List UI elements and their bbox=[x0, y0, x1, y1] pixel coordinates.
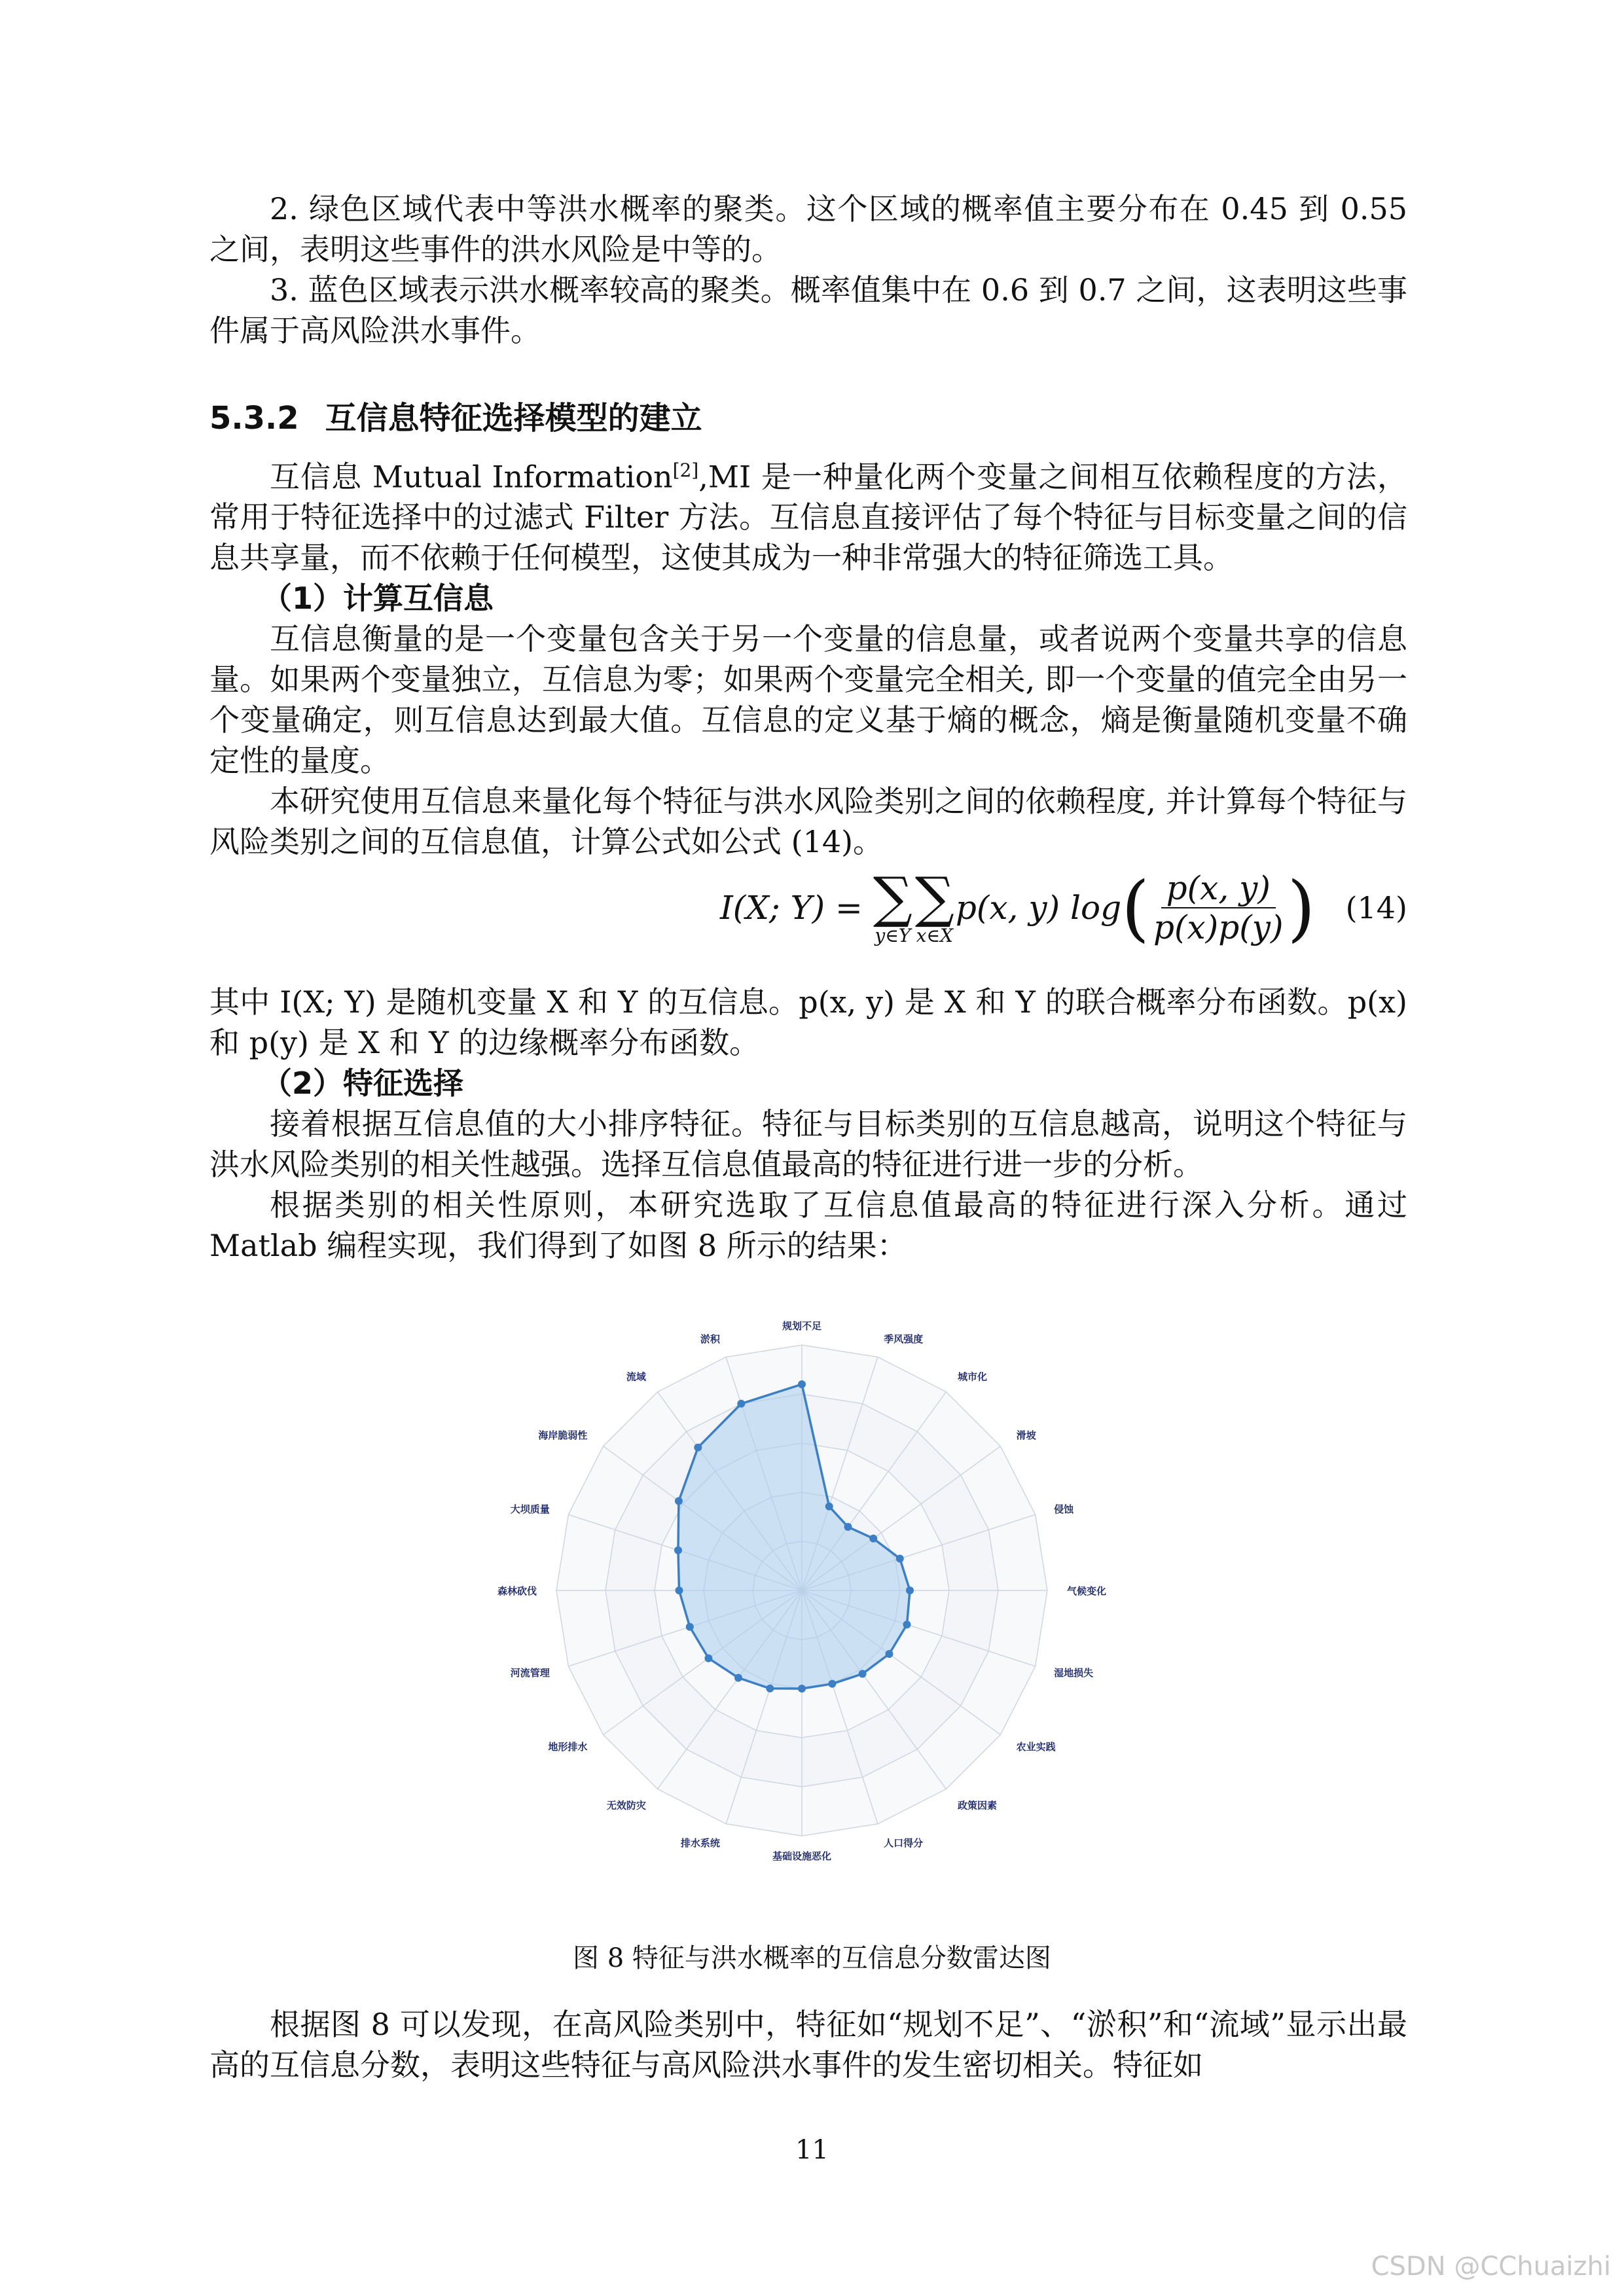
radar-chart-figure bbox=[458, 1299, 1146, 1882]
radar-axis-label-2: 季风强度 bbox=[884, 1333, 924, 1345]
paragraph-ranking: 接着根据互信息值的大小排序特征。特征与目标类别的互信息越高，说明这个特征与洪水风险类别的相关性越强。选择互信息值最高的特征进行进一步的分析。 bbox=[209, 1106, 1407, 1182]
radar-axis-label-12: 排水系统 bbox=[680, 1837, 720, 1850]
radar-point-10 bbox=[828, 1680, 836, 1688]
paragraph-results-intro: 根据类别的相关性原则，本研究选取了互信息值最高的特征进行深入分析。通过 Matlab 编程实现，我们得到了如图 8 所示的结果： bbox=[209, 1187, 1407, 1263]
radar-point-6 bbox=[906, 1587, 914, 1594]
radar-point-13 bbox=[734, 1674, 742, 1681]
radar-axis-label-8: 农业实践 bbox=[1016, 1741, 1056, 1753]
figure-caption: 图 8 特征与洪水概率的互信息分数雷达图 bbox=[573, 1943, 1051, 1973]
radar-axis-label-20: 淤积 bbox=[700, 1333, 720, 1345]
formula-14 bbox=[209, 859, 1407, 957]
radar-axis-label-15: 河流管理 bbox=[510, 1667, 550, 1679]
formula-tag: (14) bbox=[1345, 890, 1407, 925]
paragraph-green-cluster: 2. 绿色区域代表中等洪水概率的聚类。这个区域的概率值主要分布在 0.45 到 0.55 之间，表明这些事件的洪水风险是中等的。 bbox=[209, 191, 1407, 267]
radar-axis-label-5: 侵蚀 bbox=[1054, 1503, 1074, 1515]
intro-text-after-ref: ,MI 是一种量化两个变量之间相互依赖程度的方法，常用于特征选择中的过滤式 Filter 方法。互信息直接评估了每个特征与目标变量之间的信息共享量，而不依赖于任何模型，这使其成为一种非常强大的特征筛选工具。 bbox=[209, 459, 1407, 576]
section-number: 5.3.2 bbox=[209, 400, 299, 437]
citation-ref[interactable]: [2] bbox=[672, 459, 699, 481]
radar-axis-label-10: 人口得分 bbox=[884, 1837, 924, 1850]
radar-point-8 bbox=[885, 1650, 893, 1658]
radar-axis-label-11: 基础设施恶化 bbox=[772, 1850, 832, 1862]
radar-point-3 bbox=[844, 1523, 852, 1531]
formula-term: p(x, y) log bbox=[955, 889, 1122, 927]
body-block-2 bbox=[209, 982, 1407, 1266]
sum-x-subscript: x∈X bbox=[916, 924, 954, 946]
radar-axis-label-7: 湿地损失 bbox=[1054, 1667, 1094, 1679]
radar-axis-label-19: 流域 bbox=[626, 1371, 646, 1383]
fraction-numerator: p(x, y) bbox=[1161, 869, 1276, 908]
radar-axis-label-14: 地形排水 bbox=[548, 1741, 588, 1753]
sum-over-x: ∑ x∈X bbox=[914, 865, 954, 946]
intro-text-before-ref: 互信息 Mutual Information bbox=[270, 459, 673, 495]
radar-point-20 bbox=[737, 1400, 745, 1408]
radar-axis-label-3: 城市化 bbox=[958, 1371, 988, 1383]
paragraph-formula-description: 其中 I(X; Y) 是随机变量 X 和 Y 的互信息。p(x, y) 是 X 和 Y 的联合概率分布函数。p(x) 和 p(y) 是 X 和 Y 的边缘概率分布函数。 bbox=[209, 984, 1407, 1060]
radar-point-11 bbox=[798, 1685, 806, 1693]
fraction-denominator: p(x)p(y) bbox=[1153, 908, 1284, 946]
formula-fraction bbox=[1153, 869, 1284, 946]
sum-y-subscript: y∈Y bbox=[875, 924, 911, 946]
paragraph-blue-cluster: 3. 蓝色区域表示洪水概率较高的聚类。概率值集中在 0.6 到 0.7 之间，这表明这些事件属于高风险洪水事件。 bbox=[209, 272, 1407, 348]
paragraph-intro bbox=[209, 450, 1407, 578]
formula-equation bbox=[720, 859, 1315, 957]
radar-point-2 bbox=[825, 1503, 833, 1511]
radar-point-17 bbox=[674, 1547, 682, 1554]
right-paren: ) bbox=[1287, 866, 1316, 950]
page-number: 11 bbox=[795, 2135, 829, 2165]
radar-point-12 bbox=[766, 1685, 774, 1693]
radar-point-1 bbox=[798, 1380, 806, 1388]
body-block-3 bbox=[209, 2004, 1407, 2085]
radar-axis-label-13: 无效防灾 bbox=[606, 1799, 646, 1812]
subheading-feature-selection: （2）特征选择 bbox=[262, 1066, 464, 1101]
section-heading bbox=[209, 393, 702, 438]
radar-point-16 bbox=[676, 1587, 683, 1594]
radar-point-18 bbox=[675, 1497, 683, 1505]
radar-point-5 bbox=[896, 1554, 904, 1562]
radar-axis-label-4: 滑坡 bbox=[1016, 1429, 1036, 1441]
left-paren: ( bbox=[1121, 866, 1150, 950]
radar-point-14 bbox=[704, 1655, 712, 1662]
paragraph-conclusion: 根据图 8 可以发现，在高风险类别中，特征如“规划不足”、“淤积”和“流域”显示出最高的互信息分数，表明这些特征与高风险洪水事件的发生密切相关。特征如 bbox=[209, 2007, 1407, 2083]
radar-axis-label-18: 海岸脆弱性 bbox=[538, 1429, 588, 1441]
radar-point-19 bbox=[694, 1444, 702, 1452]
radar-point-15 bbox=[686, 1623, 694, 1631]
top-paragraphs bbox=[209, 188, 1407, 351]
radar-axis-label-17: 大坝质量 bbox=[510, 1503, 550, 1515]
radar-axis-label-16: 森林砍伐 bbox=[497, 1585, 537, 1597]
section-title: 互信息特征选择模型的建立 bbox=[325, 400, 702, 437]
subheading-compute-mi: （1）计算互信息 bbox=[262, 581, 494, 617]
watermark: CSDN @CChuaizhi bbox=[1371, 2251, 1611, 2282]
sum-over-y: ∑ y∈Y bbox=[873, 865, 912, 946]
formula-lhs: I(X; Y) = bbox=[720, 889, 863, 927]
radar-point-4 bbox=[869, 1535, 877, 1543]
radar-point-7 bbox=[903, 1621, 911, 1628]
radar-chart bbox=[458, 1299, 1146, 1882]
body-block-1 bbox=[209, 450, 1407, 862]
radar-axis-label-6: 气候变化 bbox=[1067, 1585, 1107, 1597]
paragraph-mi-method: 本研究使用互信息来量化每个特征与洪水风险类别之间的依赖程度, 并计算每个特征与风险类别之间的互信息值，计算公式如公式 (14)。 bbox=[209, 783, 1407, 860]
radar-point-9 bbox=[859, 1670, 867, 1677]
radar-axis-label-9: 政策因素 bbox=[958, 1799, 998, 1812]
paragraph-mi-definition: 互信息衡量的是一个变量包含关于另一个变量的信息量，或者说两个变量共享的信息量。如果两个变量独立，互信息为零；如果两个变量完全相关, 即一个变量的值完全由另一个变量确定，则互信息达到最大值。互信息的定义基于熵的概念，熵是衡量随机变量不确定性的量度。 bbox=[209, 621, 1407, 779]
radar-axis-label-1: 规划不足 bbox=[782, 1320, 822, 1332]
